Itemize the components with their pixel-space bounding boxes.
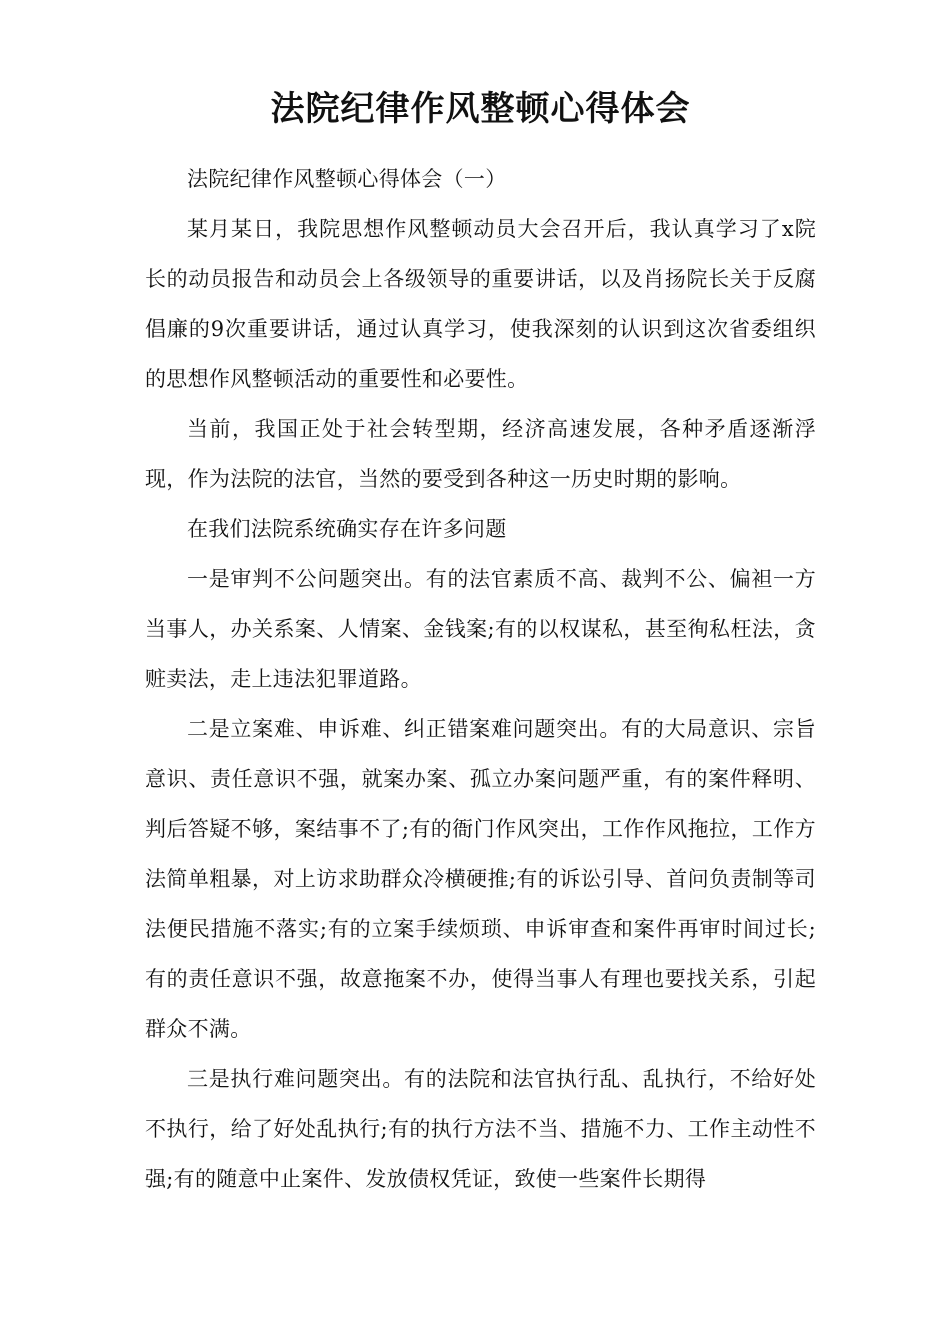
body-paragraph: 三是执行难问题突出。有的法院和法官执行乱、乱执行，不给好处不执行，给了好处乱执行;有的执行方法不当、措施不力、工作主动性不强;有的随意中止案件、发放债权凭证，致使一些案件长期得 [145,1067,816,1191]
body-paragraph: 当前，我国正处于社会转型期，经济高速发展，各种矛盾逐渐浮现，作为法院的法官，当然的要受到各种这一历史时期的影响。 [145,417,816,491]
document-title: 法院纪律作风整顿心得体会 [270,89,691,129]
body-paragraph: 某月某日，我院思想作风整顿动员大会召开后，我认真学习了x院长的动员报告和动员会上各级领导的重要讲话，以及肖扬院长关于反腐倡廉的9次重要讲话，通过认真学习，使我深刻的认识到这次省委组织的思想作风整顿活动的重要性和必要性。 [145,217,816,391]
body-paragraph: 二是立案难、申诉难、纠正错案难问题突出。有的大局意识、宗旨意识、责任意识不强，就案办案、孤立办案问题严重，有的案件释明、判后答疑不够，案结事不了;有的衙门作风突出，工作作风拖拉，工作方法简单粗暴，对上访求助群众冷横硬推;有的诉讼引导、首问负责制等司法便民措施不落实;有的立案手续烦琐、申诉审查和案件再审时间过长;有的责任意识不强，故意拖案不办，使得当事人有理也要找关系，引起群众不满。 [145,717,816,1041]
body-paragraph: 在我们法院系统确实存在许多问题 [187,517,507,541]
body-paragraph: 一是审判不公问题突出。有的法官素质不高、裁判不公、偏袒一方当事人，办关系案、人情案、金钱案;有的以权谋私，甚至徇私枉法，贪赃卖法，走上违法犯罪道路。 [145,567,816,691]
subtitle-paragraph: 法院纪律作风整顿心得体会（一） [187,167,507,191]
